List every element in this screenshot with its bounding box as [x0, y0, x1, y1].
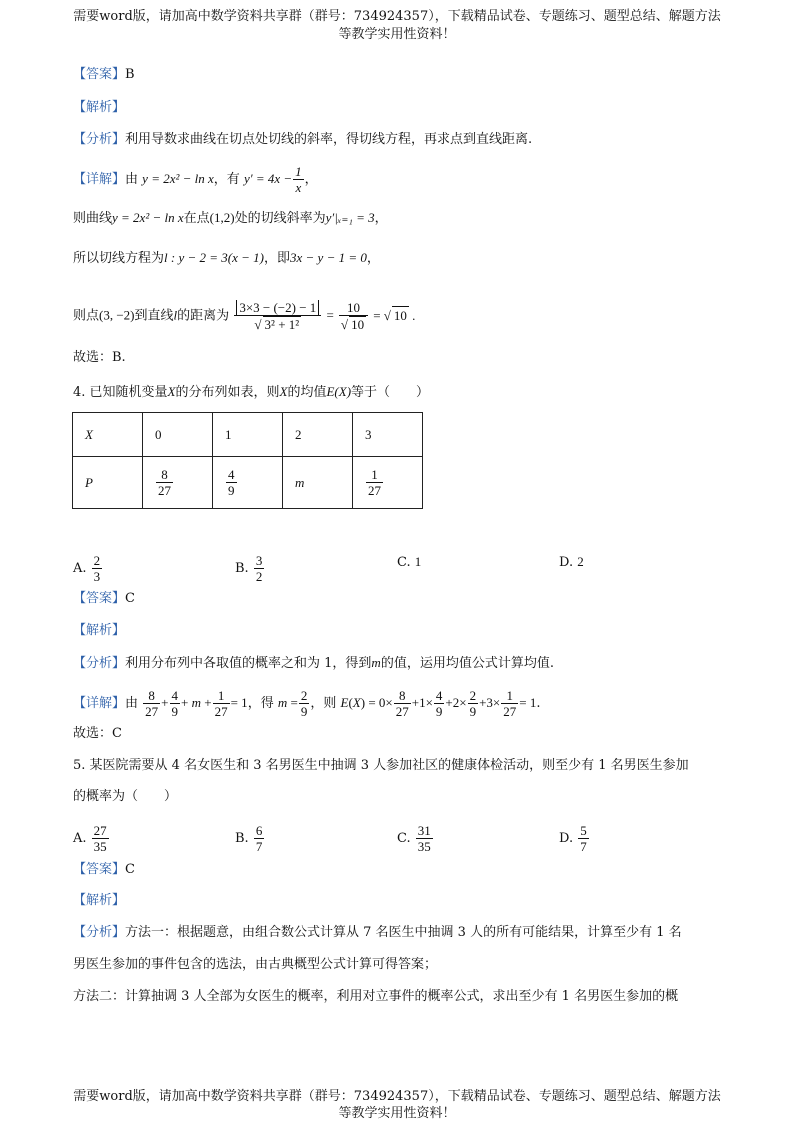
q5-stem-line-1: 5. 某医院需要从 4 名女医生和 3 名男医生中抽调 3 人参加社区的健康体检活动，则至少有 1 名男医生参加	[73, 758, 689, 773]
line-name: l	[173, 307, 178, 323]
answer-tag: 【答案】	[73, 67, 126, 82]
q3-conclusion: 故选：B.	[73, 350, 126, 365]
fraction-numerator: 2	[93, 553, 101, 568]
fraction-denominator: 9	[228, 483, 235, 498]
table-row	[73, 457, 423, 509]
text: 在点	[183, 211, 210, 226]
fraction-numerator: 5	[580, 823, 587, 838]
answer-value: B	[125, 67, 135, 82]
equation-curve: y = 2x² − ln x	[142, 171, 214, 186]
table-cell: 2	[283, 413, 353, 457]
answer-tag: 【答案】	[73, 591, 126, 606]
text: 处的切线斜率为	[234, 211, 326, 226]
choice-value: 2	[577, 554, 584, 569]
distance-fraction-simplified: $\frac{10}{√ 10}$	[339, 300, 368, 332]
text: 的分布列如表，则	[175, 385, 280, 400]
q5-analysis-row-3: 方法二：计算抽调 3 人全部为女医生的概率，利用对立事件的概率公式，求出至少有 1 名男医生参加的概	[73, 989, 679, 1004]
q5-answer-row	[73, 861, 135, 879]
text: 等于（ ）	[351, 385, 430, 400]
fraction-denominator: 27	[158, 483, 171, 498]
text: .	[536, 696, 541, 711]
text: 的值，运用均值公式计算均值.	[380, 656, 554, 671]
text: ，	[366, 251, 380, 266]
distance-fraction: $\frac{3\times 3 - (-2) - 1}{\text{√ 3² + 1²}}$	[234, 300, 321, 332]
choice-label: D.	[559, 555, 574, 570]
text: 利用分布列中各取值的概率之和为 1，得到	[125, 656, 372, 671]
variable: m	[371, 655, 381, 670]
q4-explain-tag: 【解析】	[73, 623, 126, 638]
equation-derivative: y′ = 4x −	[243, 171, 293, 186]
q3-tangent-row	[73, 249, 380, 268]
point: (1,2)	[209, 210, 235, 225]
text: 则曲线	[73, 211, 113, 226]
distance-result: 10	[393, 307, 407, 323]
fraction-numerator: 27	[93, 823, 107, 838]
text: ，	[374, 211, 388, 226]
fraction-denominator: 10	[351, 317, 365, 332]
choice-label: C.	[397, 555, 411, 570]
q3-detail-row	[73, 164, 318, 195]
text: 4. 已知随机变量	[73, 385, 168, 400]
table-cell: m	[283, 457, 353, 509]
q5-explain-tag: 【解析】	[73, 893, 126, 908]
q4-detail-row: 【详解】由 $\frac{8}{27}$ + $\frac{4}{9}$ + m + $\frac{1}{27}$ = 1，得 m = $\frac{2}{9}$ ，则 E(X) = 0× $\frac{8}{27}$ +1× $\frac{4}{9}$ +2× $\frac{2}{9}$ +3× $\frac{1}{27}$ = 1.	[73, 688, 541, 719]
text: ，即	[263, 251, 290, 266]
tangent-equation-general: 3x − y − 1 = 0	[290, 250, 367, 265]
point: (3, −2)	[99, 307, 135, 323]
text: 则点	[73, 308, 100, 324]
analysis-tag: 【分析】	[73, 925, 126, 940]
choice-label: A.	[73, 831, 87, 846]
table-cell: 0	[143, 413, 213, 457]
equation-curve: y = 2x² − ln x	[112, 210, 184, 225]
tangent-equation: l : y − 2 = 3(x − 1)	[164, 250, 264, 265]
choice-label: B.	[235, 561, 249, 576]
q3-analysis-row	[73, 131, 532, 149]
table-row	[73, 413, 423, 457]
choice-c[interactable]	[397, 823, 434, 854]
text: 的均值	[287, 385, 327, 400]
q3-slope-row	[73, 209, 388, 228]
fraction-denominator: 7	[580, 839, 587, 854]
q5-stem-line-2: 的概率为（ ）	[73, 789, 178, 804]
fraction-denominator: 27	[214, 704, 228, 719]
q4-analysis-row	[73, 654, 554, 673]
variable: X	[167, 384, 176, 399]
q3-explain-tag: 【解析】	[73, 100, 126, 115]
distribution-table	[72, 412, 423, 509]
choice-b[interactable]	[235, 823, 265, 854]
fraction-numerator: 8	[156, 467, 173, 483]
text: 的距离为	[177, 308, 230, 324]
fraction-numerator: 6	[255, 823, 263, 838]
choice-d[interactable]	[559, 823, 590, 854]
table-cell: 1	[213, 413, 283, 457]
analysis-tag: 【分析】	[73, 656, 126, 671]
fraction-numerator: 4	[171, 688, 179, 703]
fraction-numerator: 8	[143, 688, 160, 704]
answer-value: C	[125, 862, 135, 877]
q4-conclusion: 故选：C	[73, 726, 122, 741]
text: 由	[125, 696, 139, 711]
fraction-denominator: 35	[93, 839, 107, 854]
distance-denominator: 3² + 1²	[264, 317, 300, 332]
fraction-denominator: 35	[417, 839, 431, 854]
fraction-numerator: 1	[213, 688, 230, 704]
analysis-tag: 【分析】	[73, 132, 126, 147]
choice-d[interactable]	[559, 553, 584, 572]
fraction-denominator: 27	[145, 704, 159, 719]
fraction-numerator: 1	[366, 467, 383, 483]
text: ，则	[310, 696, 337, 711]
fraction-denominator: 27	[368, 483, 381, 498]
fraction-1-over-x: $\frac{1}{x}$	[295, 164, 302, 195]
text: 到直线	[134, 308, 174, 324]
text: 所以切线方程为	[73, 251, 165, 266]
q4-answer-row	[73, 590, 135, 608]
choice-b[interactable]	[235, 553, 265, 584]
choice-a[interactable]	[73, 823, 110, 854]
choice-label: C.	[397, 831, 411, 846]
choice-label: D.	[559, 831, 574, 846]
header-line-2: 等教学实用性资料！	[338, 27, 456, 42]
slope-value: y′|ₓ₌₁ = 3	[325, 210, 375, 225]
fraction-numerator: 4	[228, 467, 235, 482]
detail-text: ，有	[213, 172, 240, 187]
expectation: E(X)	[326, 384, 352, 399]
footer-line-2: 等教学实用性资料！	[338, 1106, 456, 1121]
fraction-denominator: 2	[255, 569, 263, 584]
detail-tag: 【详解】	[73, 696, 126, 711]
fraction-denominator: 7	[255, 839, 263, 854]
fraction-denominator: 3	[93, 569, 101, 584]
variable: X	[279, 384, 288, 399]
detail-text: 由	[125, 172, 139, 187]
fraction-numerator: 31	[417, 823, 431, 838]
choice-label: A.	[73, 561, 87, 576]
analysis-text: 利用导数求曲线在切点处切线的斜率，得切线方程，再求点到直线距离.	[125, 132, 533, 147]
choice-c[interactable]	[397, 553, 421, 572]
table-cell	[353, 457, 423, 509]
table-cell: 3	[353, 413, 423, 457]
fraction-denominator: 9	[171, 704, 179, 719]
table-cell	[143, 457, 213, 509]
table-cell	[213, 457, 283, 509]
q4-stem	[73, 383, 429, 402]
text: ，得	[247, 696, 274, 711]
distance-numerator: 3×3 − (−2) − 1	[236, 300, 319, 315]
answer-tag: 【答案】	[73, 862, 126, 877]
choice-label: B.	[235, 831, 249, 846]
fraction-numerator: 10	[339, 300, 368, 316]
choice-value: 1	[414, 554, 422, 569]
table-cell: P	[73, 457, 143, 509]
q5-analysis-row-2: 男医生参加的事件包含的选法，由古典概型公式计算可得答案；	[73, 957, 438, 972]
table-cell: X	[73, 413, 143, 457]
choice-a[interactable]	[73, 553, 103, 584]
detail-text: ，	[304, 172, 318, 187]
detail-tag: 【详解】	[73, 172, 126, 187]
header-line-1: 需要word版，请加高中数学资料共享群（群号：734924357），下载精品试卷、专题练习、题型总结、解题方法	[73, 9, 721, 24]
q3-distance-row: 则点(3, −2)到直线l的距离为 $\frac{3\times 3 - (-2) - 1}{\text{√ 3² + 1²}}$ = $\frac{10}{√ 10}$ = √ 10 .	[73, 300, 416, 332]
fraction-numerator: 3	[255, 553, 263, 568]
q3-answer-row	[73, 66, 135, 84]
footer-line-1: 需要word版，请加高中数学资料共享群（群号：734924357），下载精品试卷、专题练习、题型总结、解题方法	[73, 1089, 721, 1104]
text: 方法一：根据题意，由组合数公式计算从 7 名医生中抽调 3 人的所有可能结果，计算至少有 1 名	[125, 925, 682, 940]
q5-analysis-row-1	[73, 924, 682, 942]
answer-value: C	[125, 591, 135, 606]
